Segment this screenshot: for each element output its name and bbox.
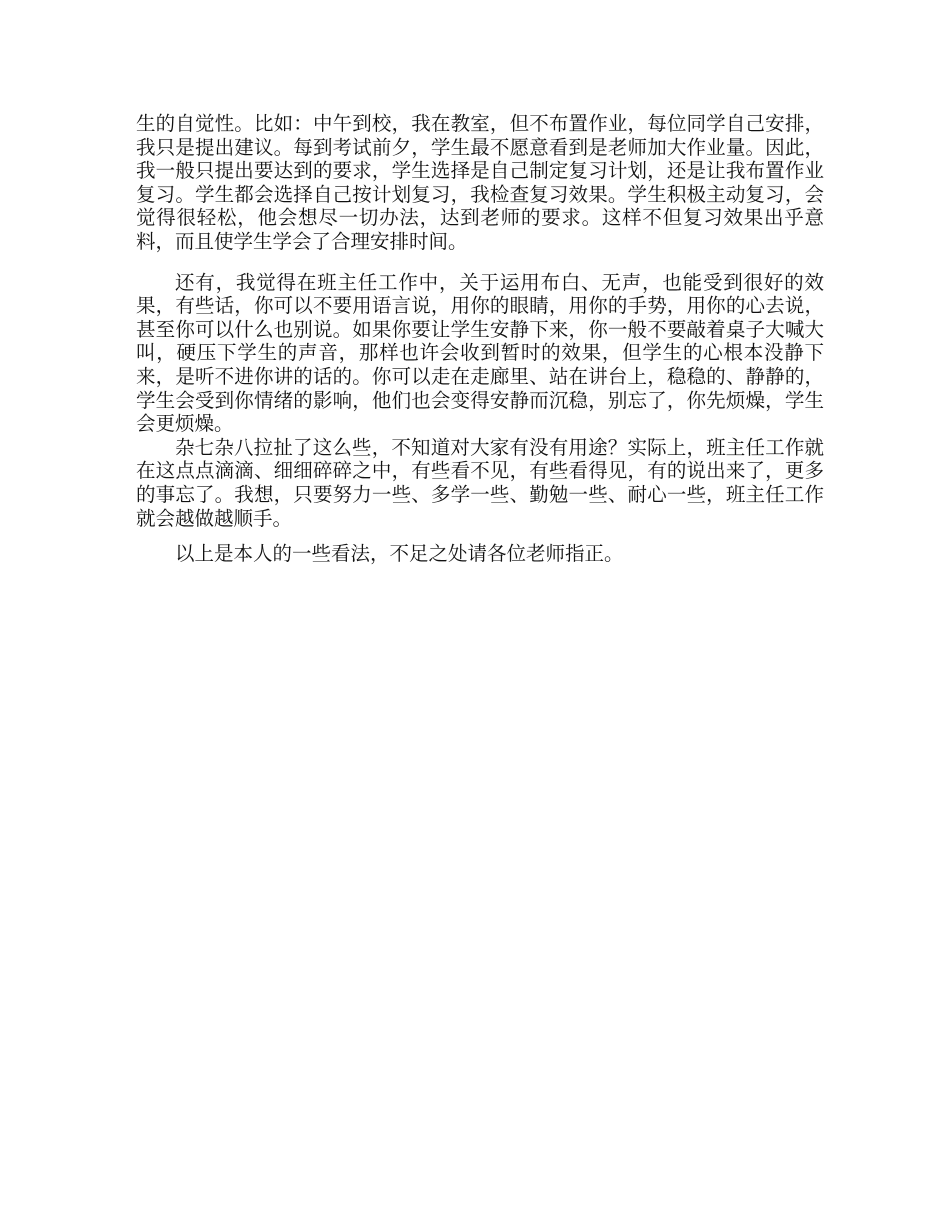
paragraph-self-discipline: 生的自觉性。比如：中午到校，我在教室，但不布置作业，每位同学自己安排，我只是提出建议。每到考试前夕，学生最不愿意看到是老师加大作业量。因此，我一般只提出要达到的要求，学生选择是自己制定复习计划，还是让我布置作业复习。学生都会选择自己按计划复习，我检查复习效果。学生积极主动复习，会觉得很轻松，他会想尽一切办法，达到老师的要求。这样不但复习效果出乎意料，而且使学生学会了合理安排时间。 — [136, 112, 824, 253]
document-body — [136, 112, 824, 566]
paragraph-closing: 以上是本人的一些看法，不足之处请各位老师指正。 — [175, 542, 624, 566]
paragraph-summary: 杂七杂八拉扯了这么些，不知道对大家有没有用途？实际上，班主任工作就在这点点滴滴、细细碎碎之中，有些看不见，有些看得见，有的说出来了，更多的事忘了。我想，只要努力一些、多学一些、勤勉一些、耐心一些，班主任工作就会越做越顺手。 — [136, 435, 824, 530]
paragraph-silence-method: 还有，我觉得在班主任工作中，关于运用布白、无声，也能受到很好的效果，有些话，你可以不要用语言说，用你的眼睛，用你的手势，用你的心去说，甚至你可以什么也别说。如果你要让学生安静下来，你一般不要敲着桌子大喊大叫，硬压下学生的声音，那样也许会收到暂时的效果，但学生的心根本没静下来，是听不进你讲的话的。你可以走在走廊里、站在讲台上，稳稳的、静静的，学生会受到你情绪的影响，他们也会变得安静而沉稳，别忘了，你先烦燥，学生会更烦燥。 — [136, 270, 824, 436]
